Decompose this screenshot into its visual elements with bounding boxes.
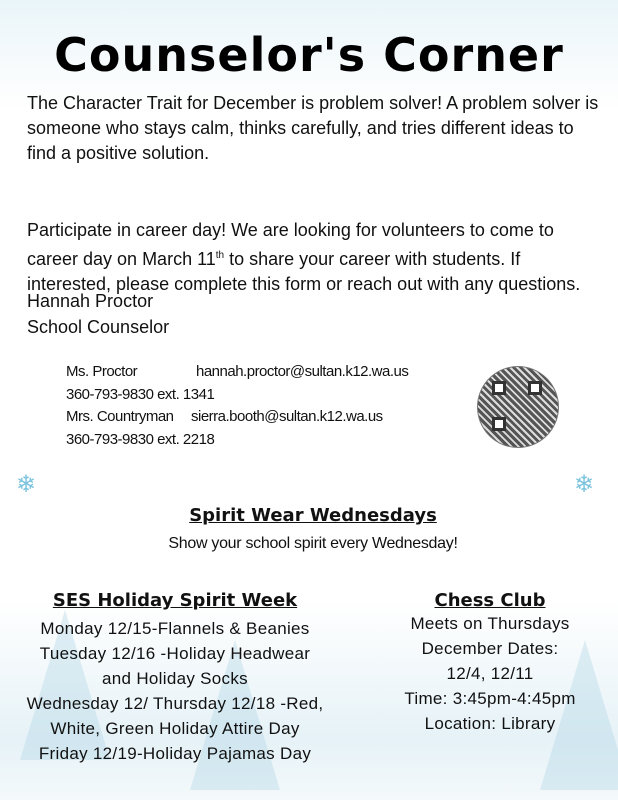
character-trait-paragraph: The Character Trait for December is problem solver! A problem solver is someone who stays calm, thinks carefully, and tries different ideas to find a positive solution. — [27, 93, 599, 163]
contact-phone: 360-793-9830 ext. 1341 — [66, 385, 215, 403]
list-item: Wednesday 12/ Thursday 12/18 -Red, — [26, 694, 324, 713]
list-item: Time: 3:45pm-4:45pm — [404, 689, 576, 708]
contact-name: Mrs. Countryman — [66, 408, 174, 425]
list-item: and Holiday Socks — [102, 669, 248, 688]
signature-role: School Counselor — [27, 317, 170, 337]
page-title: Counselor's Corner — [54, 28, 564, 82]
list-item: Friday 12/19-Holiday Pajamas Day — [38, 744, 312, 763]
spirit-week-heading: SES Holiday Spirit Week — [52, 590, 298, 611]
contact-phone: 360-793-9830 ext. 2218 — [66, 430, 215, 448]
contact-email[interactable]: hannah.proctor@sultan.k12.wa.us — [196, 363, 409, 380]
chess-club-heading: Chess Club — [434, 590, 546, 611]
list-item: Tuesday 12/16 -Holiday Headwear — [39, 644, 311, 663]
list-item: Monday 12/15-Flannels & Beanies — [40, 619, 310, 638]
spirit-week-list — [0, 616, 350, 766]
contact-name: Ms. Proctor — [66, 363, 138, 380]
spirit-wear-text: Show your school spirit every Wednesday! — [168, 535, 458, 552]
list-item: 12/4, 12/11 — [446, 664, 534, 683]
career-day-paragraph: Participate in career day! We are looking for volunteers to come to career day on March 11th to share your career with students. If interested, please complete this form or reach out with any questions. — [27, 220, 581, 294]
spirit-wear-heading: Spirit Wear Wednesdays — [189, 505, 437, 526]
snowflake-icon: ❄ — [16, 471, 37, 498]
contact-list — [66, 361, 446, 451]
contact-email[interactable]: sierra.booth@sultan.k12.wa.us — [191, 408, 383, 425]
list-item: Location: Library — [424, 714, 556, 733]
list-item: Meets on Thursdays — [410, 614, 570, 633]
chess-club-list — [390, 611, 590, 736]
list-item: White, Green Holiday Attire Day — [50, 719, 300, 738]
qr-code[interactable] — [477, 366, 559, 448]
snowflake-icon: ❄ — [574, 471, 595, 498]
signature-name: Hannah Proctor — [27, 291, 154, 311]
list-item: December Dates: — [421, 639, 559, 658]
